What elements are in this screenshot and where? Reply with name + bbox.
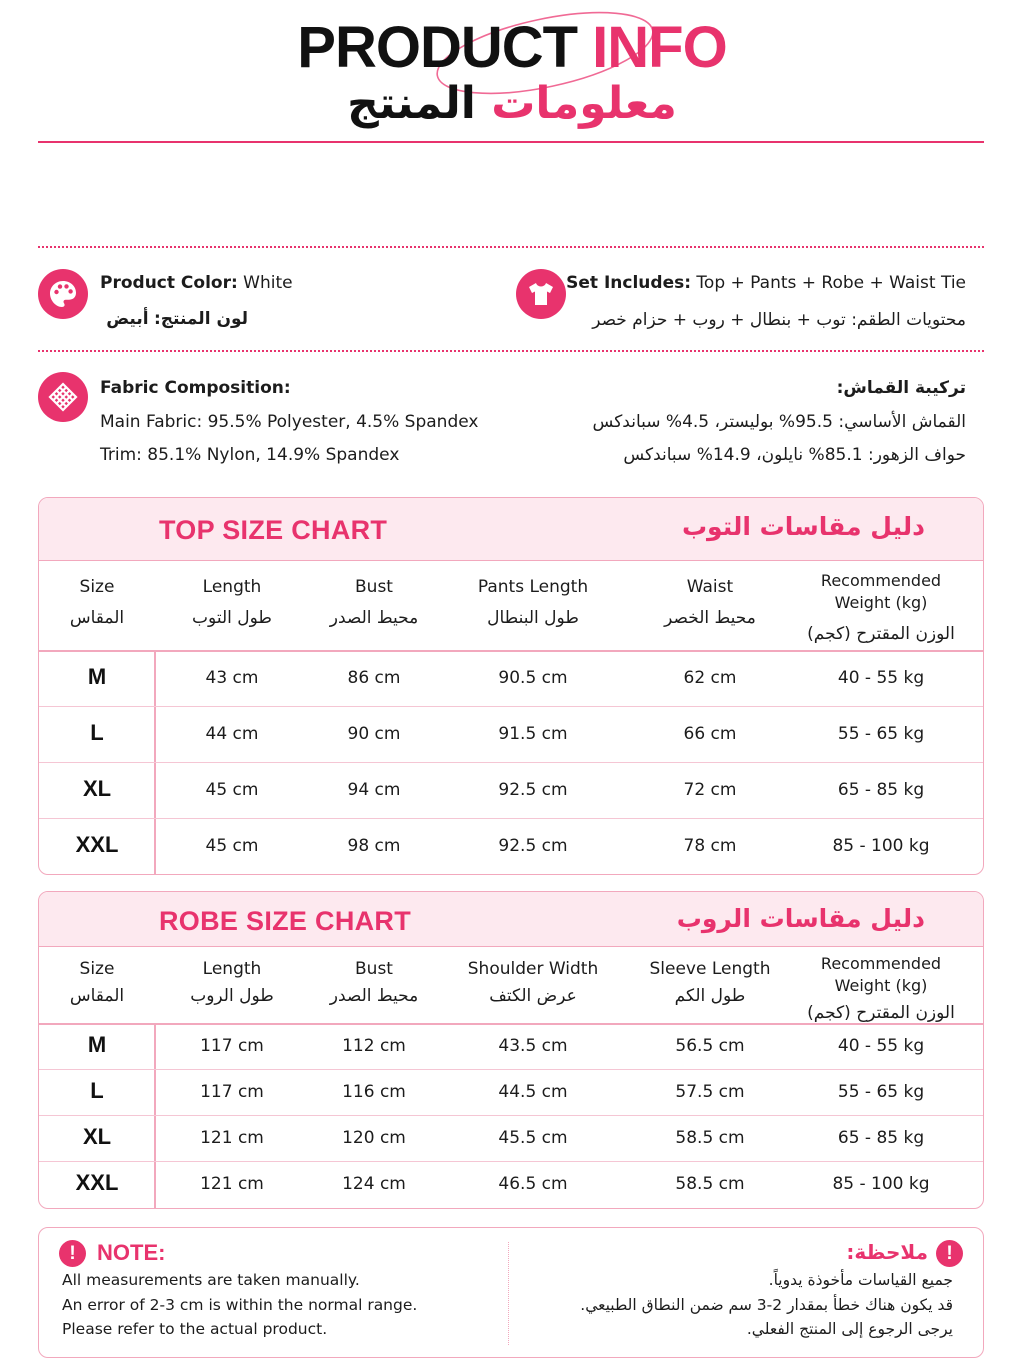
set-includes-value: Top + Pants + Robe + Waist Tie [696, 273, 966, 293]
column-header [299, 576, 449, 630]
column-header [791, 570, 971, 646]
note-title-ar: ملاحظة: [846, 1240, 928, 1264]
robe-chart-title-en: ROBE SIZE CHART [159, 906, 412, 936]
table-cell: 62 cm [683, 668, 737, 688]
column-header [299, 958, 449, 1008]
set-includes-ar: محتويات الطقم: توب + بنطال + روب + حزام خصر [592, 310, 966, 330]
size-cell: L [90, 1078, 104, 1103]
note-line-en: Please refer to the actual product. [62, 1320, 328, 1338]
table-cell: 44 cm [205, 724, 259, 744]
table-cell: 98 cm [347, 836, 401, 856]
column-header [42, 958, 152, 1008]
table-cell: 124 cm [342, 1174, 406, 1194]
row-divider [39, 1115, 983, 1116]
exclamation-icon: ! [59, 1240, 86, 1267]
header-row-divider [39, 1023, 983, 1025]
size-cell: M [87, 664, 107, 689]
table-cell: 90.5 cm [498, 668, 568, 688]
top-chart-header [39, 498, 983, 561]
fabric-lattice-icon [38, 372, 88, 422]
robe-chart-header [39, 892, 983, 947]
table-cell: 121 cm [200, 1128, 264, 1148]
table-cell: 120 cm [342, 1128, 406, 1148]
column-header-en: Size [79, 959, 115, 979]
product-color-ar [100, 309, 248, 329]
table-cell: 58.5 cm [675, 1174, 745, 1194]
set-includes-label: Set Includes: [566, 273, 692, 293]
row-divider [39, 1069, 983, 1070]
column-header-ar: الوزن المقترح (كجم) [807, 623, 955, 644]
size-cell: XXL [75, 1170, 119, 1195]
note-title-en: NOTE: [97, 1240, 166, 1265]
column-header [791, 953, 971, 1025]
table-cell: 57.5 cm [675, 1082, 745, 1102]
table-cell: 92.5 cm [498, 836, 568, 856]
table-cell: 65 - 85 kg [837, 780, 925, 800]
top-size-chart [38, 497, 984, 875]
top-chart-title-ar: دليل مقاسات التوب [681, 512, 925, 541]
column-header-ar: محيط الصدر [329, 607, 419, 628]
column-header [443, 958, 623, 1008]
column-header-en: Size [79, 577, 115, 597]
table-cell: 45.5 cm [498, 1128, 568, 1148]
column-header-ar: طول التوب [192, 607, 272, 628]
header-row-divider [39, 650, 983, 652]
column-header-en: Recommended Weight (kg) [820, 571, 942, 613]
column-header [625, 576, 795, 630]
table-cell: 45 cm [205, 780, 259, 800]
dotted-divider [38, 350, 984, 352]
note-line-en: All measurements are taken manually. [62, 1271, 360, 1289]
robe-chart-title-ar: دليل مقاسات الروب [676, 904, 925, 933]
column-header [625, 958, 795, 1008]
fabric-main-ar: القماش الأساسي: 95.5% بوليستر، 4.5% سباندكس [592, 412, 966, 432]
note-line-ar: قد يكون هناك خطأ بمقدار 2-3 سم ضمن النطاق الطبيعي. [580, 1296, 953, 1314]
title-word-info: INFO [592, 15, 727, 80]
page-title-ar [0, 78, 1024, 129]
table-cell: 58.5 cm [675, 1128, 745, 1148]
note-line-ar: جميع القياسات مأخوذة يدوياً. [768, 1271, 953, 1289]
table-cell: 121 cm [200, 1174, 264, 1194]
column-header [443, 576, 623, 630]
column-header [42, 576, 152, 630]
size-cell: XL [82, 776, 112, 801]
fabric-label-ar: تركيبة القماش: [836, 378, 966, 398]
column-header [157, 576, 307, 630]
row-divider [39, 1161, 983, 1162]
column-header-en: Pants Length [477, 577, 589, 597]
dotted-divider [38, 246, 984, 248]
column-header-en: Length [202, 959, 262, 979]
product-color-label-ar: لون المنتج: [153, 309, 248, 329]
tshirt-icon [516, 269, 566, 319]
note-line-en: An error of 2-3 cm is within the normal range. [62, 1296, 418, 1314]
table-cell: 92.5 cm [498, 780, 568, 800]
note-box [38, 1227, 984, 1358]
table-cell: 90 cm [347, 724, 401, 744]
header-divider [38, 141, 984, 143]
table-cell: 86 cm [347, 668, 401, 688]
table-cell: 55 - 65 kg [837, 1082, 925, 1102]
title-word-product: PRODUCT [297, 15, 578, 80]
table-cell: 65 - 85 kg [837, 1128, 925, 1148]
column-header-ar: محيط الصدر [329, 985, 419, 1006]
column-header-en: Bust [355, 577, 393, 597]
palette-icon [38, 269, 88, 319]
table-cell: 85 - 100 kg [832, 836, 930, 856]
size-cell: M [87, 1032, 107, 1057]
column-header-en: Shoulder Width [467, 959, 599, 979]
note-line-ar: يرجى الرجوع إلى المنتج الفعلي. [746, 1320, 953, 1338]
product-color-label: Product Color: [100, 273, 238, 293]
table-cell: 40 - 55 kg [837, 1036, 925, 1056]
column-header-en: Recommended Weight (kg) [820, 954, 942, 996]
product-color-en [100, 273, 293, 293]
column-header [157, 958, 307, 1008]
title-ar-word-2: المنتج [347, 78, 476, 129]
product-color-value: White [243, 273, 293, 293]
fabric-trim: Trim: 85.1% Nylon, 14.9% Spandex [100, 445, 400, 465]
exclamation-icon: ! [936, 1240, 963, 1267]
column-header-ar: طول البنطال [487, 607, 579, 628]
column-header-en: Sleeve Length [649, 959, 771, 979]
table-cell: 40 - 55 kg [837, 668, 925, 688]
table-cell: 44.5 cm [498, 1082, 568, 1102]
table-cell: 72 cm [683, 780, 737, 800]
table-cell: 46.5 cm [498, 1174, 568, 1194]
table-cell: 43.5 cm [498, 1036, 568, 1056]
table-cell: 112 cm [342, 1036, 406, 1056]
row-divider [39, 706, 983, 707]
column-header-en: Bust [355, 959, 393, 979]
column-header-ar: عرض الكتف [489, 985, 577, 1006]
size-column-divider [154, 1023, 156, 1209]
table-cell: 45 cm [205, 836, 259, 856]
table-cell: 56.5 cm [675, 1036, 745, 1056]
title-ar-word-1: معلومات [491, 78, 677, 129]
fabric-trim-ar: حواف الزهور: 85.1% نايلون، 14.9% سباندكس [623, 445, 966, 465]
table-cell: 55 - 65 kg [837, 724, 925, 744]
column-header-ar: طول الكم [674, 985, 746, 1006]
fabric-main: Main Fabric: 95.5% Polyester, 4.5% Spandex [100, 412, 479, 432]
robe-size-chart [38, 891, 984, 1209]
table-cell: 85 - 100 kg [832, 1174, 930, 1194]
row-divider [39, 762, 983, 763]
set-includes-en [566, 273, 966, 293]
row-divider [39, 818, 983, 819]
table-cell: 43 cm [205, 668, 259, 688]
column-header-ar: محيط الخصر [664, 607, 756, 628]
column-header-ar: المقاس [69, 607, 125, 628]
table-cell: 94 cm [347, 780, 401, 800]
table-cell: 66 cm [683, 724, 737, 744]
table-cell: 78 cm [683, 836, 737, 856]
column-header-en: Length [202, 577, 262, 597]
column-header-ar: الوزن المقترح (كجم) [807, 1002, 955, 1023]
table-cell: 91.5 cm [498, 724, 568, 744]
table-cell: 117 cm [200, 1082, 264, 1102]
size-cell: XL [82, 1124, 112, 1149]
table-cell: 116 cm [342, 1082, 406, 1102]
column-header-en: Waist [686, 577, 734, 597]
page-title-en [0, 14, 1024, 81]
size-cell: L [90, 720, 104, 745]
note-divider [508, 1242, 509, 1345]
top-chart-title-en: TOP SIZE CHART [159, 515, 388, 545]
table-cell: 117 cm [200, 1036, 264, 1056]
page-header [0, 0, 1024, 150]
column-header-ar: طول الروب [190, 985, 274, 1006]
column-header-ar: المقاس [69, 985, 125, 1006]
size-cell: XXL [75, 832, 119, 857]
fabric-label: Fabric Composition: [100, 378, 291, 398]
product-color-value-ar: أبيض [106, 309, 149, 329]
